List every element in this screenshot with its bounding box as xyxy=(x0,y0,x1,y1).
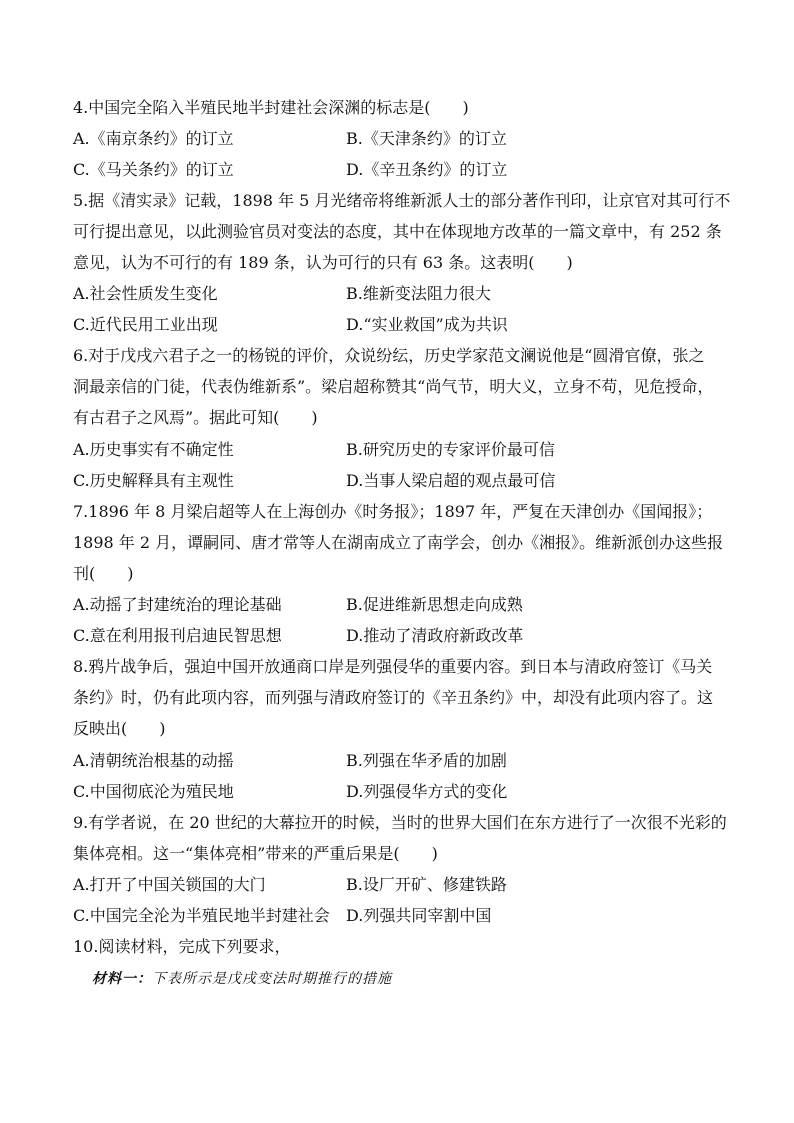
material-one-label: 材料一： xyxy=(92,971,152,987)
question-8-stem-line-1: 8.鸦片战争后，强迫中国开放通商口岸是列强侵华的重要内容。到日本与清政府签订《马关 xyxy=(73,657,713,676)
question-5-stem-line-2: 可行提出意见，以此测验官员对变法的态度，其中在体现地方改革的一篇文章中，有 252 条 xyxy=(73,222,722,241)
question-8-option-c: C.中国彻底沦为殖民地 xyxy=(73,782,234,801)
question-8-stem-line-3: 反映出( ) xyxy=(73,719,166,738)
question-5-option-c: C.近代民用工业出现 xyxy=(73,315,218,334)
question-6-stem-line-1: 6.对于戊戌六君子之一的杨锐的评价，众说纷纭，历史学家范文澜说他是“圆滑官僚，张之 xyxy=(73,346,705,365)
question-4-option-d: D.《辛丑条约》的订立 xyxy=(346,160,508,179)
question-7-option-c: C.意在利用报刊启迪民智思想 xyxy=(73,626,282,645)
question-6-option-c: C.历史解释具有主观性 xyxy=(73,471,234,490)
question-4-option-c: C.《马关条约》的订立 xyxy=(73,160,234,179)
question-7-stem-line-1: 7.1896 年 8 月梁启超等人在上海创办《时务报》；1897 年，严复在天津创办《国闻报》； xyxy=(73,502,713,521)
question-9-option-c: C.中国完全沦为半殖民地半封建社会 xyxy=(73,906,330,925)
question-8-option-b: B.列强在华矛盾的加剧 xyxy=(346,751,507,770)
question-7-option-b: B.促进维新思想走向成熟 xyxy=(346,595,523,614)
question-5-option-b: B.维新变法阻力很大 xyxy=(346,284,491,303)
question-6-stem-line-3: 有古君子之风焉”。据此可知( ) xyxy=(73,408,318,427)
question-4-option-a: A.《南京条约》的订立 xyxy=(73,129,234,148)
question-6-stem-line-2: 洞最亲信的门徒，代表伪维新系”。梁启超称赞其“尚气节，明大义，立身不苟，见危授命， xyxy=(73,377,714,396)
question-6-option-b: B.研究历史的专家评价最可信 xyxy=(346,440,555,459)
question-9-option-b: B.设厂开矿、修建铁路 xyxy=(346,875,507,894)
question-9-option-d: D.列强共同宰割中国 xyxy=(346,906,492,925)
question-5-option-a: A.社会性质发生变化 xyxy=(73,284,218,303)
question-6-option-d: D.当事人梁启超的观点最可信 xyxy=(346,471,556,490)
question-9-stem-line-1: 9.有学者说，在 20 世纪的大幕拉开的时候，当时的世界大国们在东方进行了一次很不光彩的 xyxy=(73,813,727,832)
question-7-option-d: D.推动了清政府新政改革 xyxy=(346,626,524,645)
question-8-stem-line-2: 条约》时，仍有此项内容，而列强与清政府签订的《辛丑条约》中，却没有此项内容了。这 xyxy=(73,688,714,707)
material-one-text: 下表所示是戊戌变法时期推行的措施 xyxy=(152,971,392,987)
question-9-option-a: A.打开了中国关锁国的大门 xyxy=(73,875,266,894)
question-9-stem-line-2: 集体亮相。这一“集体亮相”带来的严重后果是( ) xyxy=(73,844,438,863)
question-6-option-a: A.历史事实有不确定性 xyxy=(73,440,234,459)
question-4-stem-line-1: 4.中国完全陷入半殖民地半封建社会深渊的标志是( ) xyxy=(73,98,469,117)
question-10-stem-line-1: 10.阅读材料，完成下列要求， xyxy=(73,937,291,956)
material-one xyxy=(92,970,392,988)
question-7-option-a: A.动摇了封建统治的理论基础 xyxy=(73,595,282,614)
question-4-option-b: B.《天津条约》的订立 xyxy=(346,129,507,148)
question-7-stem-line-2: 1898 年 2 月，谭嗣同、唐才常等人在湖南成立了南学会，创办《湘报》。维新派创办这些报 xyxy=(73,533,724,552)
question-5-stem-line-1: 5.据《清实录》记载，1898 年 5 月光绪帝将维新派人士的部分著作刊印，让京官对其可行不 xyxy=(73,191,731,210)
question-7-stem-line-3: 刊( ) xyxy=(73,564,134,583)
question-5-option-d: D.“实业救国”成为共识 xyxy=(346,315,508,334)
question-5-stem-line-3: 意见，认为不可行的有 189 条，认为可行的只有 63 条。这表明( ) xyxy=(73,253,573,272)
question-8-option-a: A.清朝统治根基的动摇 xyxy=(73,751,234,770)
question-8-option-d: D.列强侵华方式的变化 xyxy=(346,782,508,801)
